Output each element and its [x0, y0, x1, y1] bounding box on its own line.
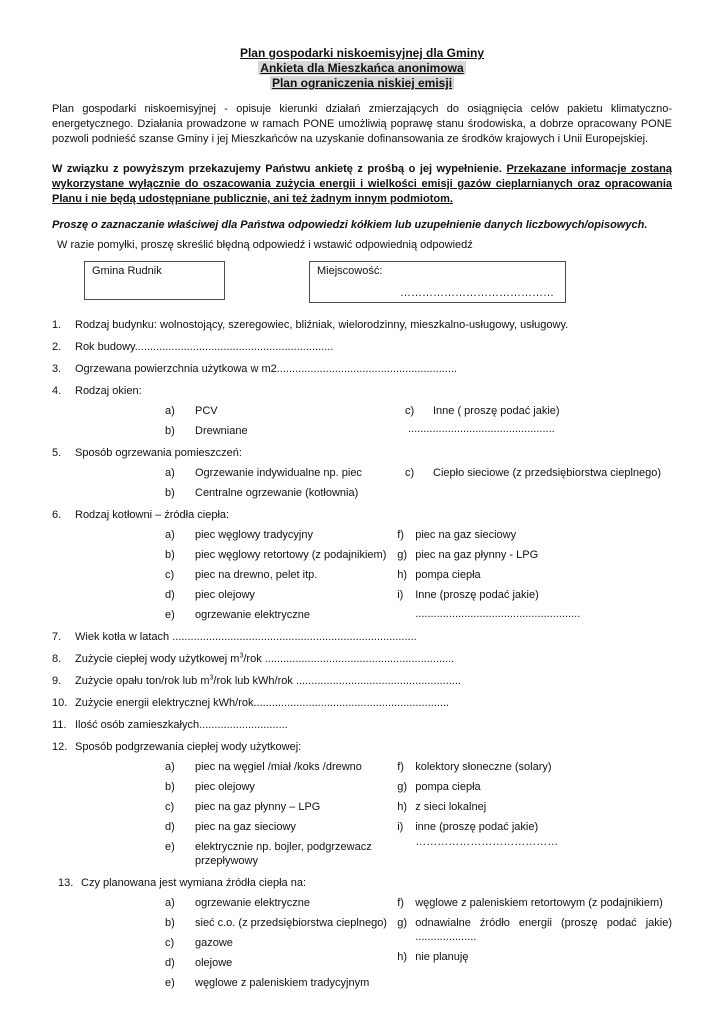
option-label: pompa ciepła [415, 569, 481, 581]
option-6f [397, 528, 672, 542]
question-number: 9. [52, 675, 62, 687]
option-label: Inne (proszę podać jakie) [415, 589, 539, 601]
superscript: 3 [239, 652, 244, 660]
option-13b [165, 916, 397, 930]
header-fields [52, 261, 672, 303]
option-letter: b) [165, 425, 175, 437]
question-number: 11. [52, 719, 67, 731]
option-letter: g) [397, 781, 407, 793]
question-text-part: Zużycie opału ton/rok lub m [75, 675, 210, 687]
question-text: Ogrzewana powierzchnia użytkowa w m2........................................................... [75, 363, 458, 375]
option-5b [165, 486, 405, 500]
option-letter: i) [397, 821, 404, 833]
option-letter: c) [165, 569, 175, 581]
option-label: Drewniane [195, 425, 248, 437]
question-1 [52, 318, 672, 332]
question-text: Rok budowy................................................................. [75, 341, 334, 353]
notice-paragraph [52, 162, 672, 207]
option-12e [165, 840, 397, 868]
options-right-column [405, 460, 672, 480]
option-13c [165, 936, 397, 950]
question-number: 6. [52, 509, 62, 521]
option-12f [397, 760, 672, 774]
option-6e [165, 608, 397, 622]
option-12h [397, 800, 672, 814]
question-text: Zużycie energii elektrycznej kWh/rok................................................................ [75, 697, 450, 709]
option-letter: e) [165, 609, 175, 621]
question-text: Rodzaj budynku: wolnostojący, szeregowiec, bliźniak, wielorodzinny, mieszkalno-usługowy, usługowy. [75, 319, 569, 331]
option-letter: a) [165, 529, 175, 541]
option-letter: c) [405, 405, 415, 417]
question-6 [52, 508, 672, 622]
question-9 [52, 674, 672, 688]
options-left-column [165, 398, 405, 438]
option-6c [165, 568, 397, 582]
title-text: Plan gospodarki niskoemisyjnej dla Gminy [239, 46, 485, 60]
option-letter: c) [165, 801, 175, 813]
option-label: kolektory słoneczne (solary) [415, 761, 552, 773]
option-13e [165, 976, 397, 990]
option-label: Centralne ogrzewanie (kotłownia) [195, 487, 359, 499]
option-label: piec na gaz sieciowy [415, 529, 517, 541]
option-6d [165, 588, 397, 602]
options-left-column [165, 522, 397, 622]
option-12c [165, 800, 397, 814]
question-number: 1. [52, 319, 62, 331]
option-4a [165, 404, 405, 418]
superscript: 3 [209, 674, 214, 682]
option-13a [165, 896, 397, 910]
miejscowosc-fill-line: …………………………………… [400, 287, 554, 299]
option-13f [397, 896, 672, 910]
option-label: piec węglowy tradycyjny [195, 529, 313, 541]
intro-paragraph: Plan gospodarki niskoemisyjnej - opisuje kierunki działań zmierzających do osiągnięcia celów pakietu klimatyczno-energetycznego. Działania prowadzone w ramach PONE umożliwią poprawę stanu środowiska, a dobrze opracowany PONE pozwoli podnieść szanse Gminy i jej Mieszkańców na uzyskanie dofinansowania ze środków krajowych i Unii Europejskiej. [52, 103, 672, 145]
option-letter: g) [397, 917, 407, 929]
title-text: Plan ograniczenia niskiej emisji [271, 76, 453, 90]
question-13 [52, 876, 672, 990]
title-line-3 [52, 76, 672, 91]
question-number: 10. [52, 697, 68, 709]
option-5c [405, 466, 672, 480]
option-letter: h) [397, 801, 407, 813]
option-13g [397, 916, 672, 944]
title-line-2 [52, 61, 672, 76]
option-6g [397, 548, 672, 562]
question-text-part: /rok .............................................................. [243, 653, 455, 665]
instruction-line: Proszę o zaznaczanie właściwej dla Państwa odpowiedzi kółkiem lub uzupełnienie danych liczbowych/opisowych. [52, 219, 648, 231]
option-label: ogrzewanie elektryczne [195, 897, 310, 909]
option-letter: a) [165, 761, 175, 773]
question-10 [52, 696, 672, 710]
option-6b [165, 548, 397, 562]
option-label: Ciepło sieciowe (z przedsiębiorstwa cieplnego) [433, 467, 662, 479]
question-2 [52, 340, 672, 354]
options-right-column [397, 522, 672, 621]
miejscowosc-field-box [309, 261, 566, 303]
options-right-column [397, 754, 672, 849]
option-label: piec na gaz sieciowy [195, 821, 296, 833]
option-letter: d) [165, 957, 175, 969]
option-letter: c) [165, 937, 175, 949]
option-label: olejowe [195, 957, 233, 969]
option-label: nie planuję [415, 951, 469, 963]
option-label: inne (proszę podać jakie) [415, 821, 539, 833]
question-text: Czy planowana jest wymiana źródła ciepła na: [81, 877, 307, 889]
question-7 [52, 630, 672, 644]
question-number: 5. [52, 447, 62, 459]
option-label: piec na drewno, pelet itp. [195, 569, 318, 581]
option-letter: h) [397, 569, 407, 581]
option-6a [165, 528, 397, 542]
option-letter: d) [165, 821, 175, 833]
option-letter: a) [165, 897, 175, 909]
option-letter: b) [165, 781, 175, 793]
options-left-column [165, 890, 397, 990]
title-line-1 [52, 46, 672, 61]
question-5 [52, 446, 672, 500]
question-8 [52, 652, 672, 666]
question-3 [52, 362, 672, 376]
fill-in-line: ................................................ [408, 423, 555, 435]
option-12b [165, 780, 397, 794]
notice-plain: W związku z powyższym przekazujemy Państwu ankietę z prośbą o jej wypełnienie. [52, 163, 507, 175]
option-letter: c) [405, 467, 415, 479]
question-number: 4. [52, 385, 62, 397]
question-text: Sposób podgrzewania ciepłej wody użytkowej: [75, 741, 302, 753]
option-12i [397, 820, 672, 834]
option-label: gazowe [195, 937, 233, 949]
option-12d [165, 820, 397, 834]
question-number: 3. [52, 363, 62, 375]
option-letter: b) [165, 487, 175, 499]
question-number: 12. [52, 741, 68, 753]
option-letter: e) [165, 841, 175, 853]
question-12 [52, 740, 672, 868]
option-4c [405, 404, 672, 418]
option-4b [165, 424, 405, 438]
option-label: z sieci lokalnej [415, 801, 487, 813]
option-label: węglowe z paleniskiem retortowym (z podajnikiem) [415, 897, 663, 909]
option-label: odnawialne źródło energii (proszę podać jakie) .................... [415, 917, 672, 943]
question-text-part: /rok lub kWh/rok ...................................................... [213, 675, 461, 687]
option-letter: i) [397, 589, 404, 601]
option-letter: b) [165, 549, 175, 561]
option-6i [397, 588, 672, 602]
question-text [75, 652, 672, 666]
option-letter: h) [397, 951, 407, 963]
question-number: 2. [52, 341, 62, 353]
question-text-part: Zużycie ciepłej wody użytkowej m [75, 653, 240, 665]
option-label: elektrycznie np. bojler, podgrzewacz przepływowy [195, 841, 372, 867]
option-letter: e) [165, 977, 175, 989]
gmina-name: Gmina Rudnik [92, 265, 162, 277]
option-label: piec na gaz płynny – LPG [195, 801, 321, 813]
question-text: Wiek kotła w latach ................................................................................ [75, 631, 417, 643]
option-label: piec na gaz płynny - LPG [415, 549, 539, 561]
question-text: Ilość osób zamieszkałych............................. [75, 719, 288, 731]
options-right-column [397, 890, 672, 964]
question-text [75, 674, 672, 688]
option-label: piec olejowy [195, 589, 255, 601]
question-number: 7. [52, 631, 62, 643]
option-letter: g) [397, 549, 407, 561]
option-letter: a) [165, 467, 175, 479]
question-11 [52, 718, 672, 732]
option-13h [397, 950, 672, 964]
fill-in-line: ………………………………… [415, 836, 559, 848]
fill-in-line: ...................................................... [415, 608, 581, 620]
title-block [52, 0, 672, 91]
option-letter: a) [165, 405, 175, 417]
option-label: sieć c.o. (z przedsiębiorstwa cieplnego) [195, 917, 387, 929]
option-label: ogrzewanie elektryczne [195, 609, 310, 621]
gmina-field-box [84, 261, 225, 300]
question-4 [52, 384, 672, 438]
option-label: piec węglowy retortowy (z podajnikiem) [195, 549, 387, 561]
miejscowosc-label: Miejscowość: [317, 265, 383, 277]
option-label: Inne ( proszę podać jakie) [433, 405, 560, 417]
option-12a [165, 760, 397, 774]
options-left-column [165, 460, 405, 500]
correction-note: W razie pomyłki, proszę skreślić błędną odpowiedź i wstawić odpowiednią odpowiedź [57, 239, 473, 251]
option-label: węglowe z paleniskiem tradycyjnym [195, 977, 370, 989]
option-letter: f) [397, 761, 404, 773]
option-label: Ogrzewanie indywidualne np. piec [195, 467, 362, 479]
option-6h [397, 568, 672, 582]
option-letter: f) [397, 529, 404, 541]
question-text: Sposób ogrzewania pomieszczeń: [75, 447, 242, 459]
option-letter: f) [397, 897, 404, 909]
options-left-column [165, 754, 397, 868]
question-text: Rodzaj kotłowni – źródła ciepła: [75, 509, 230, 521]
options-right-column [405, 398, 672, 435]
option-13d [165, 956, 397, 970]
question-list [52, 318, 672, 990]
title-text: Ankieta dla Mieszkańca anonimowa [260, 61, 464, 75]
question-number: 13. [58, 877, 74, 889]
option-letter: d) [165, 589, 175, 601]
option-label: piec olejowy [195, 781, 255, 793]
notice-underlined: Przekazane informacje zostaną wykorzystane wyłącznie do oszacowania zużycia energii i wielkości emisji gazów cieplarnianych oraz opracowania Planu i nie będą udostępniane publicznie, ani też żadnym innym podmiotom. [52, 163, 672, 205]
option-label: pompa ciepła [415, 781, 481, 793]
question-number: 8. [52, 653, 62, 665]
option-letter: b) [165, 917, 175, 929]
option-12g [397, 780, 672, 794]
option-5a [165, 466, 405, 480]
option-label: PCV [195, 405, 218, 417]
option-label: piec na węgiel /miał /koks /drewno [195, 761, 362, 773]
question-text: Rodzaj okien: [75, 385, 142, 397]
